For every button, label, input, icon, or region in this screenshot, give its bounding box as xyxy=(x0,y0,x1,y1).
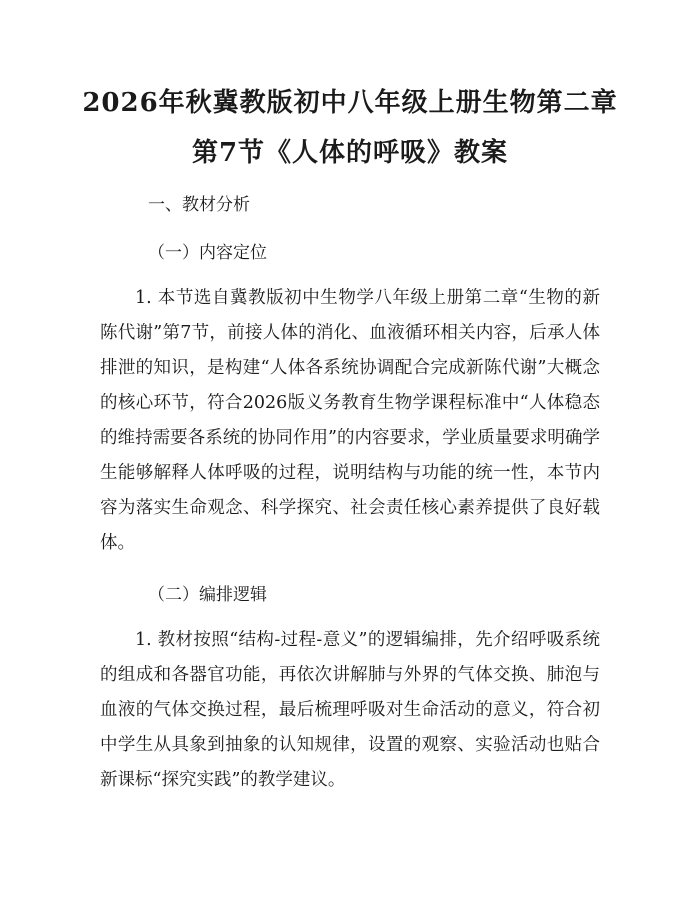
paragraph-arrangement-logic: 1. 教材按照“结构-过程-意义”的逻辑编排，先介绍呼吸系统的组成和各器官功能，再依次讲解肺与外界的气体交换、肺泡与血液的气体交换过程，最后梳理呼吸对生命活动的意义，符合初中学生从具象到抽象的认知规律，设置的观察、实验活动也贴合新课标“探究实践”的教学建议。 xyxy=(100,630,600,790)
document-title-line-2: 第7节《人体的呼吸》教案 xyxy=(191,138,509,168)
document-title-line-1: 2026年秋冀教版初中八年级上册生物第二章 xyxy=(82,88,618,118)
subsection-heading-content-positioning: （一）内容定位 xyxy=(148,243,267,263)
paragraph-content-positioning: 1. 本节选自冀教版初中生物学八年级上册第二章“生物的新陈代谢”第7节，前接人体的消化、血液循环相关内容，后承人体排泄的知识，是构建“人体各系统协调配合完成新陈代谢”大概念的核心环节，符合2026版义务教育生物学课程标准中“人体稳态的维持需要各系统的协同作用”的内容要求，学业质量要求明确学生能够解释人体呼吸的过程，说明结构与功能的统一性，本节内容为落实生命观念、科学探究、社会责任核心素养提供了良好载体。 xyxy=(100,288,600,553)
subsection-heading-arrangement-logic: （二）编排逻辑 xyxy=(148,585,267,605)
section-heading-textbook-analysis: 一、教材分析 xyxy=(148,195,250,215)
